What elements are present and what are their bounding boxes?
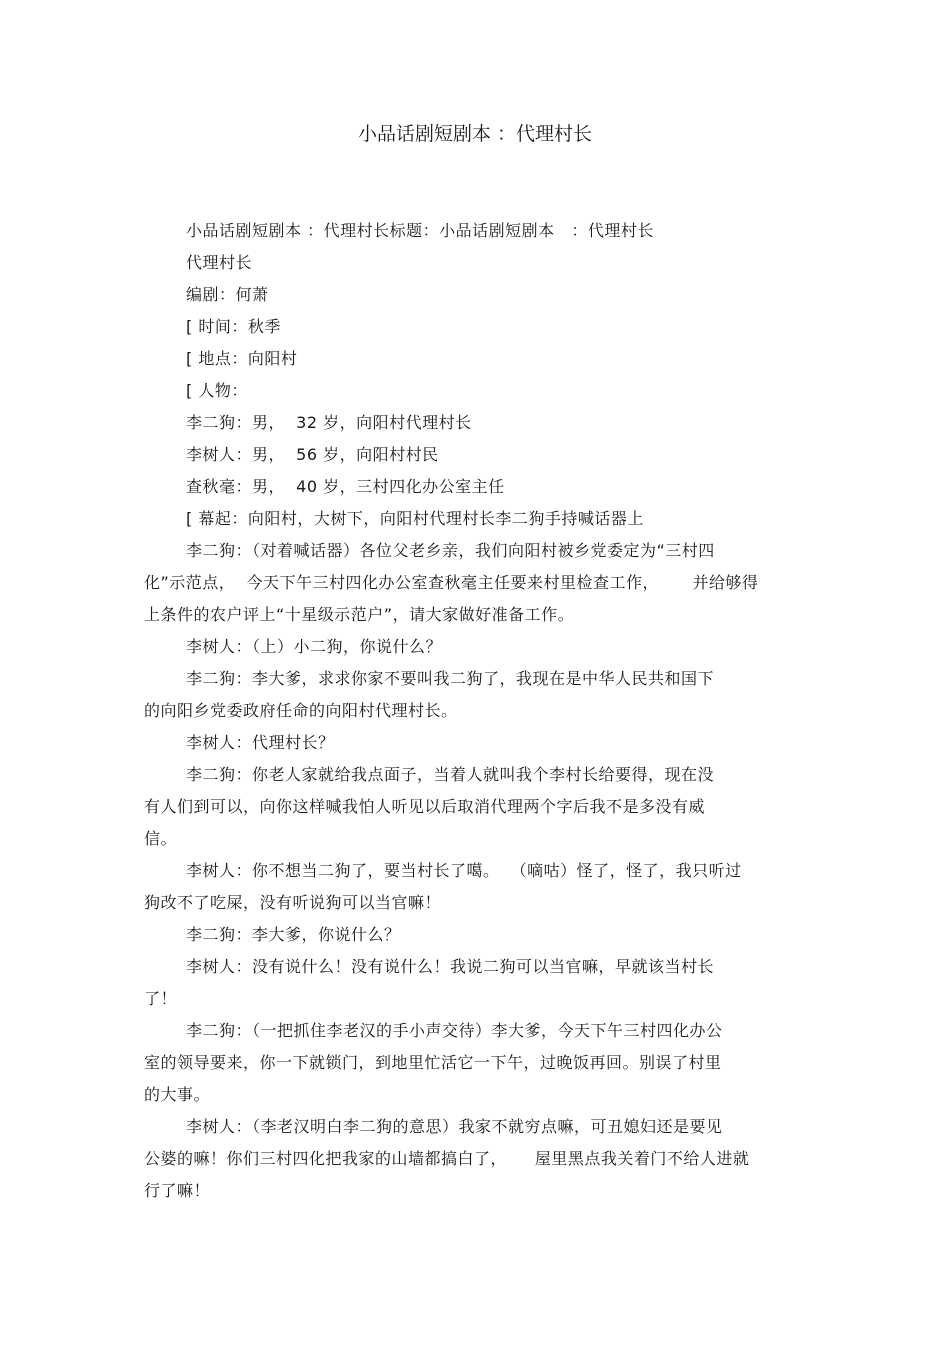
dialogue-line: 李树人：你不想当二狗了，要当村长了噶。 （嘀咕）怪了，怪了，我只听过: [186, 861, 742, 880]
dialogue-line: 李二狗：你老人家就给我点面子，当着人就叫我个李村长给要得，现在没: [186, 765, 715, 784]
dialogue-line: 李树人：没有说什么！没有说什么！我说二狗可以当官嘛，早就该当村长: [186, 957, 715, 976]
dialogue-line: 的向阳乡党委政府任命的向阳村代理村长。: [144, 701, 458, 720]
dialogue-line: 狗改不了吃屎，没有听说狗可以当官嘛！: [144, 893, 442, 912]
dialogue-line: 李树人：（李老汉明白李二狗的意思）我家不就穷点嘛，可丑媳妇还是要见: [186, 1117, 723, 1136]
dialogue-line: 李二狗：（对着喊话器）各位父老乡亲，我们向阳村被乡党委定为“三村四: [186, 541, 715, 560]
dialogue-line: 行了嘛！: [144, 1181, 211, 1200]
character-line: 查秋毫：男， 40 岁，三村四化办公室主任: [186, 477, 505, 496]
scene-start-line: [ 幕起：向阳村，大树下，向阳村代理村长李二狗手持喊话器上: [186, 509, 644, 528]
document-title: 小品话剧短剧本 ：代理村长: [357, 123, 593, 145]
dialogue-line: 室的领导要来，你一下就锁门，到地里忙活它一下午，过晚饭再回。别误了村里: [144, 1053, 722, 1072]
dialogue-line: 公婆的嘛！你们三村四化把我家的山墙都搞白了， 屋里黑点我关着门不给人进就: [144, 1149, 750, 1168]
dialogue-line: 上条件的农户评上“十星级示范户”，请大家做好准备工作。: [144, 605, 575, 624]
heading-line: 小品话剧短剧本 ：代理村长标题：小品话剧短剧本 ：代理村长: [186, 221, 654, 240]
play-name-line: 代理村长: [186, 253, 253, 272]
dialogue-line: 信。: [144, 829, 178, 848]
dialogue-line: 化”示范点， 今天下午三村四化办公室查秋毫主任要来村里检查工作， 并给够得: [144, 573, 759, 592]
characters-heading: [ 人物：: [186, 381, 248, 400]
character-line: 李二狗：男， 32 岁，向阳村代理村长: [186, 413, 472, 432]
dialogue-line: 李二狗：（一把抓住李老汉的手小声交待）李大爹，今天下午三村四化办公: [186, 1021, 723, 1040]
dialogue-line: 李树人：代理村长？: [186, 733, 335, 752]
dialogue-line: 了！: [144, 989, 178, 1008]
time-line: [ 时间：秋季: [186, 317, 281, 336]
place-line: [ 地点：向阳村: [186, 349, 298, 368]
dialogue-line: 李树人：（上）小二狗，你说什么？: [186, 637, 443, 656]
dialogue-line: 李二狗：李大爹，求求你家不要叫我二狗了，我现在是中华人民共和国下: [186, 669, 715, 688]
playwright-line: 编剧：何萧: [186, 285, 269, 304]
dialogue-line: 有人们到可以，向你这样喊我怕人听见以后取消代理两个字后我不是多没有威: [144, 797, 706, 816]
dialogue-line: 李二狗：李大爹，你说什么？: [186, 925, 401, 944]
character-line: 李树人：男， 56 岁，向阳村村民: [186, 445, 439, 464]
dialogue-line: 的大事。: [144, 1085, 211, 1104]
